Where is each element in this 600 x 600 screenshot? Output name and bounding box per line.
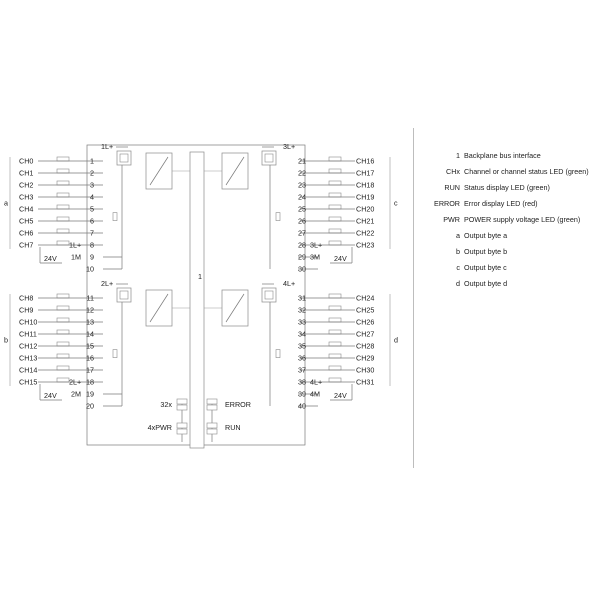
pin-number: 39 xyxy=(298,389,306,399)
supply-label-b: 2L+ xyxy=(101,279,114,288)
legend-key: RUN xyxy=(444,183,460,192)
pin-number: 3 xyxy=(90,180,94,190)
channel-led xyxy=(57,354,69,358)
pin-number: 6 xyxy=(90,216,94,226)
channel-led xyxy=(57,318,69,322)
pin-number: 29 xyxy=(298,252,306,262)
out-supply-label: 1L+ xyxy=(69,240,82,250)
pin-number: 11 xyxy=(86,293,94,303)
channel-label: CH28 xyxy=(356,341,375,351)
pin-number: 5 xyxy=(90,204,94,214)
channel-led xyxy=(329,306,341,310)
legend-divider xyxy=(413,128,414,468)
channel-led xyxy=(57,342,69,346)
pin-number: 32 xyxy=(298,305,306,315)
channel-label: CH20 xyxy=(356,204,375,214)
channel-led xyxy=(57,181,69,185)
pin-number: 30 xyxy=(298,264,306,274)
channel-label: CH13 xyxy=(19,353,38,363)
pin-number: 33 xyxy=(298,317,306,327)
channel-led xyxy=(329,169,341,173)
channel-led xyxy=(329,330,341,334)
backplane-bus xyxy=(190,152,204,448)
pin-number: 12 xyxy=(86,305,94,315)
channel-label: CH7 xyxy=(19,240,34,250)
mass-label: 1M xyxy=(71,252,81,262)
pin-number: 36 xyxy=(298,353,306,363)
mass-label: 2M xyxy=(71,389,81,399)
pin-number: 16 xyxy=(86,353,94,363)
channel-label: CH10 xyxy=(19,317,38,327)
pin-number: 13 xyxy=(86,317,94,327)
pin-number: 1 xyxy=(90,156,94,166)
legend-desc: Status display LED (green) xyxy=(464,183,550,192)
channel-led xyxy=(57,169,69,173)
pin-number: 38 xyxy=(298,377,306,387)
supply-label-a: 1L+ xyxy=(101,142,114,151)
pin-number: 2 xyxy=(90,168,94,178)
legend-item xyxy=(418,230,598,242)
channel-led xyxy=(57,366,69,370)
channel-led xyxy=(57,294,69,298)
channel-led xyxy=(57,306,69,310)
voltage-label: 24V xyxy=(334,254,347,263)
backplane-label: 1 xyxy=(198,272,202,281)
channel-led xyxy=(329,241,341,245)
pin-number: 35 xyxy=(298,341,306,351)
legend-item xyxy=(418,214,598,226)
legend-key: d xyxy=(456,279,460,288)
legend-key: ERROR xyxy=(434,199,460,208)
led-error-label: ERROR xyxy=(225,400,251,409)
legend-item xyxy=(418,246,598,258)
channel-led xyxy=(329,229,341,233)
mass-label: 3M xyxy=(310,252,320,262)
legend-desc: Error display LED (red) xyxy=(464,199,538,208)
pin-number: 21 xyxy=(298,156,306,166)
channel-led xyxy=(57,229,69,233)
channel-led xyxy=(329,217,341,221)
channel-led xyxy=(329,157,341,161)
channel-label: CH1 xyxy=(19,168,34,178)
out-supply-label: 4L+ xyxy=(310,377,323,387)
legend-item xyxy=(418,262,598,274)
channel-label: CH26 xyxy=(356,317,375,327)
channel-led xyxy=(329,342,341,346)
pin-number: 8 xyxy=(90,240,94,250)
legend-key: CHx xyxy=(446,167,460,176)
channel-label: CH4 xyxy=(19,204,34,214)
channel-label: CH9 xyxy=(19,305,34,315)
pin-number: 20 xyxy=(86,401,94,411)
output-group-c xyxy=(204,142,398,274)
legend-desc: POWER supply voltage LED (green) xyxy=(464,215,581,224)
output-byte-d: d xyxy=(394,335,398,345)
channel-label: CH23 xyxy=(356,240,375,250)
legend-desc: Output byte b xyxy=(464,247,508,256)
channel-led xyxy=(57,378,69,382)
channel-label: CH19 xyxy=(356,192,375,202)
channel-led xyxy=(57,205,69,209)
pin-number: 17 xyxy=(86,365,94,375)
voltage-label: 24V xyxy=(334,391,347,400)
channel-label: CH16 xyxy=(356,156,375,166)
channel-led xyxy=(329,366,341,370)
legend-key: 1 xyxy=(456,151,460,160)
pin-number: 27 xyxy=(298,228,306,238)
led-run-label: RUN xyxy=(225,423,241,432)
pin-number: 22 xyxy=(298,168,306,178)
channel-label: CH6 xyxy=(19,228,34,238)
voltage-label: 24V xyxy=(44,254,57,263)
channel-led xyxy=(57,157,69,161)
legend-item xyxy=(418,278,598,290)
pin-number: 40 xyxy=(298,401,306,411)
channel-led xyxy=(329,354,341,358)
channel-label: CH29 xyxy=(356,353,375,363)
channel-label: CH5 xyxy=(19,216,34,226)
pin-number: 24 xyxy=(298,192,306,202)
legend-desc: Output byte d xyxy=(464,279,508,288)
legend-desc: Output byte c xyxy=(464,263,507,272)
output-byte-a: a xyxy=(4,198,8,208)
pin-number: 23 xyxy=(298,180,306,190)
pin-number: 19 xyxy=(86,389,94,399)
output-group-a xyxy=(4,142,190,274)
out-supply-label: 2L+ xyxy=(69,377,82,387)
channel-label: CH24 xyxy=(356,293,375,303)
output-byte-b: b xyxy=(4,335,8,345)
legend-key: b xyxy=(456,247,460,256)
channel-label: CH27 xyxy=(356,329,375,339)
legend-item xyxy=(418,166,598,178)
channel-label: CH14 xyxy=(19,365,38,375)
pin-number: 15 xyxy=(86,341,94,351)
mass-label: 4M xyxy=(310,389,320,399)
led-pwr-label: 4xPWR xyxy=(147,423,172,432)
channel-led xyxy=(329,318,341,322)
channel-led xyxy=(329,193,341,197)
channel-label: CH17 xyxy=(356,168,375,178)
legend-key: PWR xyxy=(443,215,460,224)
channel-label: CH2 xyxy=(19,180,34,190)
channel-led xyxy=(329,181,341,185)
pin-number: 25 xyxy=(298,204,306,214)
channel-led xyxy=(329,205,341,209)
output-byte-c: c xyxy=(394,198,398,208)
legend-item xyxy=(418,150,598,162)
out-supply-label: 3L+ xyxy=(310,240,323,250)
legend-key: a xyxy=(456,231,460,240)
pin-number: 4 xyxy=(90,192,94,202)
channel-label: CH30 xyxy=(356,365,375,375)
channel-led xyxy=(57,330,69,334)
legend-desc: Backplane bus interface xyxy=(464,151,541,160)
pin-number: 10 xyxy=(86,264,94,274)
legend-item xyxy=(418,182,598,194)
legend-desc: Channel or channel status LED (green) xyxy=(464,167,589,176)
channel-label: CH31 xyxy=(356,377,375,387)
output-group-b xyxy=(4,279,190,411)
pin-number: 31 xyxy=(298,293,306,303)
legend-desc: Output byte a xyxy=(464,231,508,240)
channel-label: CH25 xyxy=(356,305,375,315)
pin-number: 7 xyxy=(90,228,94,238)
channel-label: CH0 xyxy=(19,156,34,166)
channel-led xyxy=(57,241,69,245)
output-group-d xyxy=(204,279,398,411)
channel-label: CH21 xyxy=(356,216,375,226)
pin-number: 28 xyxy=(298,240,306,250)
channel-label: CH12 xyxy=(19,341,38,351)
channel-led xyxy=(57,193,69,197)
led-32x-label: 32x xyxy=(160,400,172,409)
channel-label: CH3 xyxy=(19,192,34,202)
legend-key: c xyxy=(456,263,460,272)
pin-number: 18 xyxy=(86,377,94,387)
pin-number: 37 xyxy=(298,365,306,375)
channel-led xyxy=(329,294,341,298)
pin-number: 26 xyxy=(298,216,306,226)
channel-label: CH18 xyxy=(356,180,375,190)
supply-label-c: 3L+ xyxy=(283,142,296,151)
pin-number: 9 xyxy=(90,252,94,262)
channel-label: CH22 xyxy=(356,228,375,238)
voltage-label: 24V xyxy=(44,391,57,400)
pin-number: 34 xyxy=(298,329,306,339)
channel-led xyxy=(329,378,341,382)
channel-label: CH11 xyxy=(19,329,37,339)
supply-label-d: 4L+ xyxy=(283,279,296,288)
channel-label: CH15 xyxy=(19,377,38,387)
channel-led xyxy=(57,217,69,221)
channel-label: CH8 xyxy=(19,293,34,303)
pin-number: 14 xyxy=(86,329,94,339)
legend-item xyxy=(418,198,598,210)
